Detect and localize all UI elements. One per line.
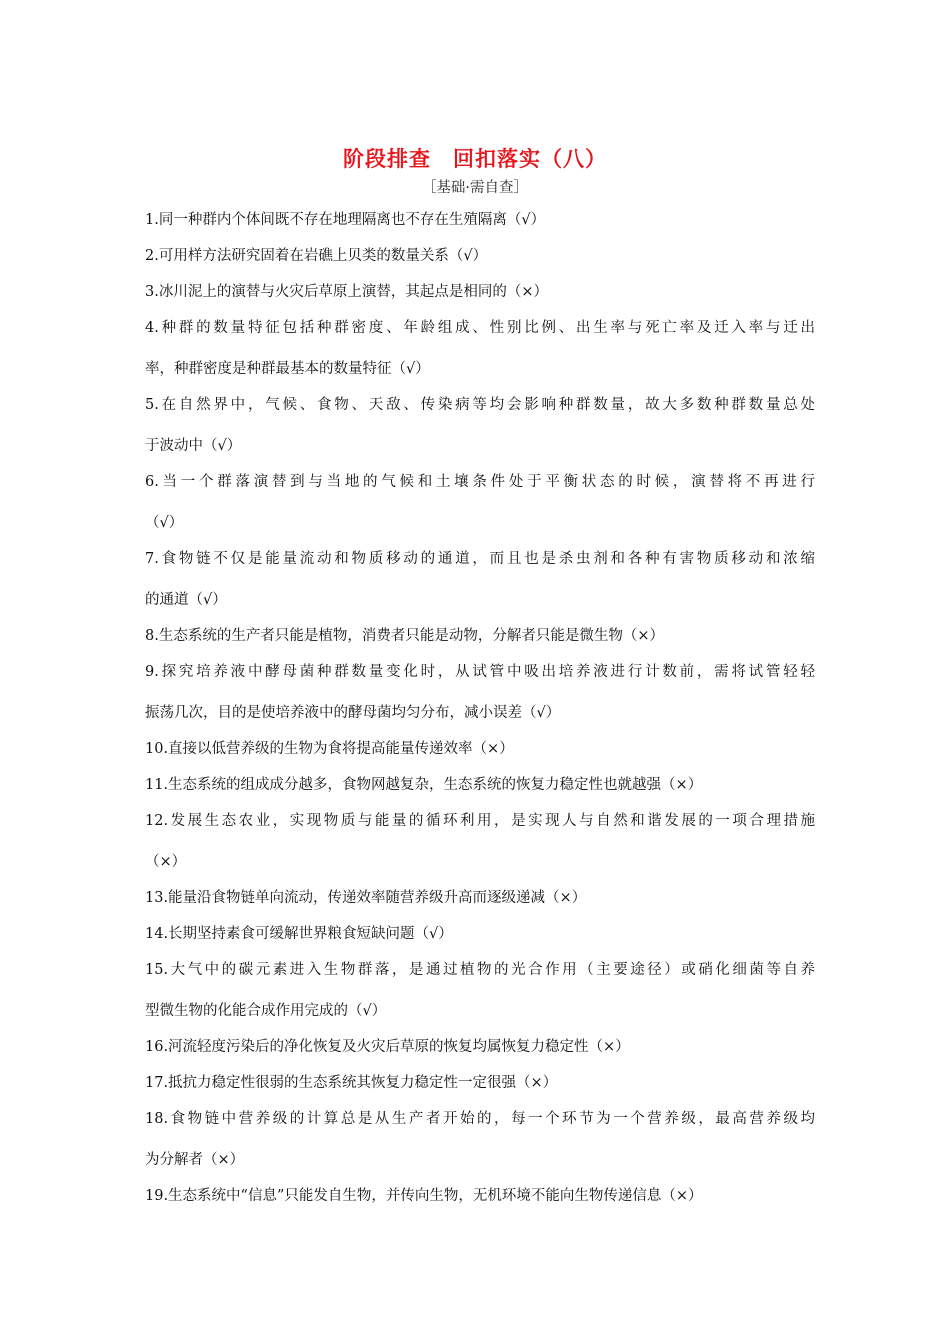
question-line: 9.探究培养液中酵母菌种群数量变化时，从试管中吸出培养液进行计数前，需将试管轻轻 <box>145 664 815 680</box>
question-line: 13.能量沿食物链单向流动，传递效率随营养级升高而逐级递减（×） <box>145 890 587 906</box>
question-line: 率，种群密度是种群最基本的数量特征（√） <box>145 361 430 377</box>
question-line: 19.生态系统中“信息”只能发自生物，并传向生物，无机环境不能向生物传递信息（×） <box>145 1188 703 1204</box>
question-line: 3.冰川泥上的演替与火灾后草原上演替，其起点是相同的（×） <box>145 284 548 300</box>
question-line: 12.发展生态农业，实现物质与能量的循环利用，是实现人与自然和谐发展的一项合理措施 <box>145 813 815 829</box>
question-line: （×） <box>145 854 187 870</box>
question-line: 为分解者（×） <box>145 1152 245 1168</box>
question-line: 11.生态系统的组成成分越多，食物网越复杂，生态系统的恢复力稳定性也就越强（×） <box>145 777 703 793</box>
question-line: 振荡几次，目的是使培养液中的酵母菌均匀分布，减小误差（√） <box>145 705 561 721</box>
question-line: 的通道（√） <box>145 592 227 608</box>
page-subtitle: ［基础·需自查］ <box>421 180 529 196</box>
page-title: 阶段排查 回扣落实（八） <box>343 147 607 171</box>
question-line: 4.种群的数量特征包括种群密度、年龄组成、性别比例、出生率与死亡率及迁入率与迁出 <box>145 320 815 336</box>
question-line: 6.当一个群落演替到与当地的气候和土壤条件处于平衡状态的时候，演替将不再进行 <box>145 474 815 490</box>
question-line: 8.生态系统的生产者只能是植物，消费者只能是动物，分解者只能是微生物（×） <box>145 628 664 644</box>
question-line: 型微生物的化能合成作用完成的（√） <box>145 1003 387 1019</box>
question-line: 16.河流轻度污染后的净化恢复及火灾后草原的恢复均属恢复力稳定性（×） <box>145 1039 630 1055</box>
question-line: 于波动中（√） <box>145 438 242 454</box>
question-line: 2.可用样方法研究固着在岩礁上贝类的数量关系（√） <box>145 248 488 264</box>
question-line: 1.同一种群内个体间既不存在地理隔离也不存在生殖隔离（√） <box>145 212 546 228</box>
question-line: 5.在自然界中，气候、食物、天敌、传染病等均会影响种群数量，故大多数种群数量总处 <box>145 397 815 413</box>
question-line: （√） <box>145 515 184 531</box>
question-line: 14.长期坚持素食可缓解世界粮食短缺问题（√） <box>145 926 453 942</box>
question-line: 10.直接以低营养级的生物为食将提高能量传递效率（×） <box>145 741 514 757</box>
question-line: 15.大气中的碳元素进入生物群落，是通过植物的光合作用（主要途径）或硝化细菌等自养 <box>145 962 815 978</box>
question-line: 18.食物链中营养级的计算总是从生产者开始的，每一个环节为一个营养级，最高营养级均 <box>145 1111 815 1127</box>
question-line: 7.食物链不仅是能量流动和物质移动的通道，而且也是杀虫剂和各种有害物质移动和浓缩 <box>145 551 815 567</box>
question-line: 17.抵抗力稳定性很弱的生态系统其恢复力稳定性一定很强（×） <box>145 1075 558 1091</box>
